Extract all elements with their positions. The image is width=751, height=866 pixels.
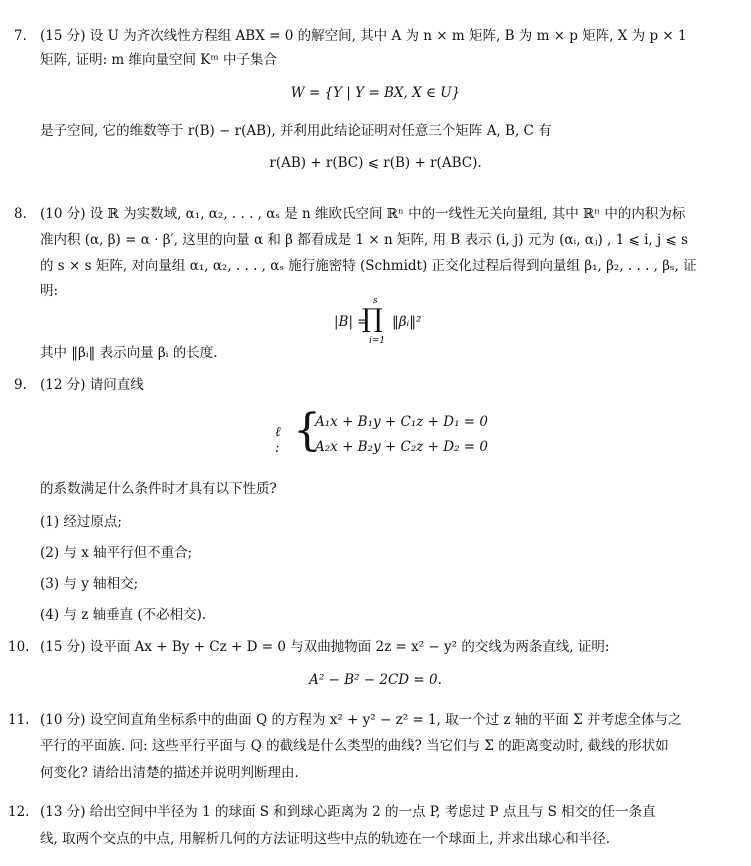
problem-text-line: 的系数满足什么条件时才具有以下性质?	[40, 481, 277, 497]
problem-number: 11.	[8, 712, 30, 728]
list-item: (3) 与 y 轴相交;	[40, 576, 139, 592]
line-label: ℓ :	[275, 424, 281, 456]
problem-text-line: 矩阵, 证明: m 维向量空间 Kᵐ 中子集合	[40, 52, 277, 68]
problem-text-line: (15 分) 设平面 Ax + By + Cz + D = 0 与双曲抛物面 2z = x² − y² 的交线为两条直线, 证明:	[40, 639, 610, 655]
problem-text-line: (13 分) 给出空间中半径为 1 的球面 S 和到球心距离为 2 的一点 P, 考虑过 P 点且与 S 相交的任一条直	[40, 804, 656, 820]
list-item: (4) 与 z 轴垂直 (不必相交).	[40, 607, 207, 623]
problem-text-line: 何变化? 请给出清楚的描述并说明判断理由.	[40, 765, 299, 781]
problem-number: 10.	[8, 639, 30, 655]
problem-text-line: 明:	[40, 283, 59, 299]
problem-text-line: 的 s × s 矩阵, 对向量组 α₁, α₂, . . . , αₛ 施行施密特 (Schmidt) 正交化过程后得到向量组 β₁, β₂, . . . , βₛ, 证	[40, 258, 697, 274]
product-upper-limit: s	[373, 296, 378, 306]
formula-determinant-product	[0, 298, 751, 346]
problem-text-line: 线, 取两个交点的中点, 用解析几何的方法证明这些中点的轨迹在一个球面上, 并求出球心和半径.	[40, 831, 611, 847]
formula-lhs: |B| =	[334, 314, 369, 330]
problem-number: 7.	[14, 28, 27, 44]
plane-equation-1: A₁x + B₁y + C₁z + D₁ = 0	[315, 414, 488, 430]
plane-equation-2: A₂x + B₂y + C₂z + D₂ = 0	[315, 439, 488, 455]
problem-text-line: (10 分) 设 ℝ 为实数域, α₁, α₂, . . . , αₛ 是 n 维欧氏空间 ℝⁿ 中的一线性无关向量组, 其中 ℝⁿ 中的内积为标	[40, 206, 686, 222]
list-item: (2) 与 x 轴平行但不重合;	[40, 545, 193, 561]
problem-number: 9.	[14, 377, 27, 393]
problem-text-line: (10 分) 设空间直角坐标系中的曲面 Q 的方程为 x² + y² − z² = 1, 取一个过 z 轴的平面 Σ 并考虑全体与之	[40, 712, 682, 728]
problem-number: 8.	[14, 206, 27, 222]
problem-text-line: 其中 ‖βᵢ‖ 表示向量 βᵢ 的长度.	[40, 345, 218, 361]
product-lower-limit: i=1	[369, 336, 386, 346]
formula-rhs: ‖βᵢ‖²	[392, 314, 422, 330]
problem-text-line: 准内积 (α, β) = α · β′, 这里的向量 α 和 β 都看成是 1 × n 矩阵, 用 B 表示 (i, j) 元为 (αᵢ, αⱼ) , 1 ⩽ i, j ⩽ s	[40, 232, 688, 248]
problem-text-line: (15 分) 设 U 为齐次线性方程组 ABX = 0 的解空间, 其中 A 为 n × m 矩阵, B 为 m × p 矩阵, X 为 p × 1	[40, 28, 687, 44]
list-item: (1) 经过原点;	[40, 514, 122, 530]
formula-condition: A² − B² − 2CD = 0.	[309, 672, 442, 688]
problem-text-line: 是子空间, 它的维数等于 r(B) − r(AB), 并利用此结论证明对任意三个矩阵 A, B, C 有	[40, 123, 552, 139]
left-brace: {	[293, 405, 321, 456]
problem-text-line: (12 分) 请问直线	[40, 377, 144, 393]
formula-rank-inequality: r(AB) + r(BC) ⩽ r(B) + r(ABC).	[269, 155, 482, 171]
problem-number: 12.	[8, 804, 30, 820]
product-symbol: ∏	[362, 304, 383, 334]
formula-set-w: W = {Y | Y = BX, X ∈ U}	[290, 85, 461, 101]
problem-text-line: 平行的平面族. 问: 这些平行平面与 Q 的截线是什么类型的曲线? 当它们与 Σ 的距离变动时, 截线的形状如	[40, 738, 669, 754]
